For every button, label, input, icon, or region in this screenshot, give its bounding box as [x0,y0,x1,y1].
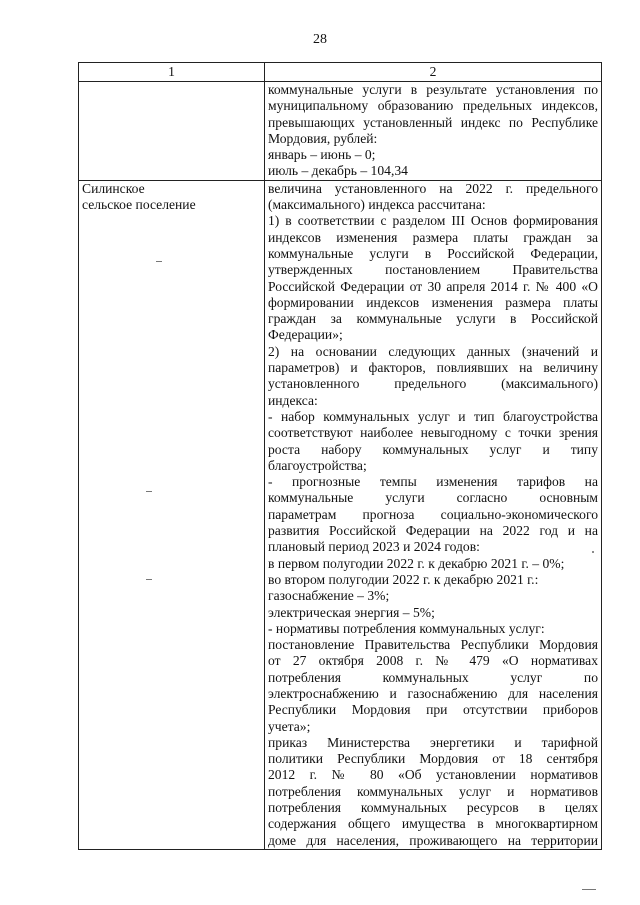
text-line: учета»; [268,718,311,734]
text-line: 2012 г. № 80 «Об установлении нормативов [268,767,598,783]
table-row [79,180,602,849]
text-line: величина установленного на 2022 г. предельного [268,180,598,196]
text-line: параметров) и факторов, повлиявших на величину [268,360,598,376]
text-line: благоустройства; [268,457,367,473]
text-line: коммунальные услуги в Российской Федерации, [268,245,598,261]
municipality-name-line: сельское поселение [82,197,196,213]
text-line: - прогнозные темпы изменения тарифов на [268,474,598,490]
text-line: Российской Федерации от 30 апреля 2014 г. № 400 «О [268,278,598,294]
text-line: муниципальному образованию предельных индексов, [268,98,598,114]
scan-mark [146,579,152,580]
scan-dot [592,551,594,553]
municipality-cell [79,82,265,181]
text-line: коммунальные услуги в результате установления по [268,82,598,97]
scan-mark [582,889,596,890]
text-line: формировании индексов изменения размера платы [268,294,598,310]
document-table [78,62,602,850]
text-line: июль – декабрь – 104,34 [268,163,408,179]
text-line: постановление Правительства Республики Мордовия [268,637,598,653]
text-line: соответствуют наиболее невыгодному с точки зрения [268,425,598,441]
text-line: - нормативы потребления коммунальных услуг: [268,620,545,636]
text-line: утвержденных постановлением Правительства [268,262,598,278]
municipality-cell [79,180,265,849]
text-line: политики Республики Мордовия от 18 сентября [268,751,598,767]
text-line: 1) в соответствии с разделом III Основ формирования [268,213,598,229]
text-line: в первом полугодии 2022 г. к декабрю 2021 г. – 0%; [268,555,565,571]
text-line: превышающих установленный индекс по Республике [268,114,598,130]
text-line: потребления коммунальных услуг и нормативов [268,783,598,799]
text-line: электроснабжению и газоснабжению для населения [268,685,598,701]
municipality-name-line: Силинское [82,180,145,196]
text-line: коммунальные услуги согласно основным [268,490,598,506]
text-line: плановый период 2023 и 2024 годов: [268,539,480,555]
text-line: - набор коммунальных услуг и тип благоустройства [268,408,598,424]
text-line: доме для населения, проживающего на территории [268,832,598,848]
text-line: Федерации»; [268,327,343,343]
table-header-row [79,63,602,82]
text-line: индекса: [268,392,318,408]
text-line: от 27 октября 2008 г. № 479 «О нормативах [268,653,598,669]
text-line: во втором полугодии 2022 г. к декабрю 2021 г.: [268,571,539,587]
scan-mark [146,491,152,492]
text-line: граждан за коммунальные услуги в Российской [268,311,598,327]
text-line: приказ Министерства энергетики и тарифной [268,734,598,750]
text-line: (максимального) индекса рассчитана: [268,197,486,213]
text-line: индексов изменения размера платы граждан за [268,229,598,245]
text-line: Республики Мордовия при отсутствии приборов [268,702,598,718]
scan-mark [156,261,162,262]
text-line: развития Российской Федерации на 2022 год и на [268,523,598,539]
text-line: потребления коммунальных услуг по [268,669,598,685]
text-line: потребления коммунальных ресурсов в целях [268,800,598,816]
description-cell [265,82,602,181]
page-number: 28 [313,32,327,47]
text-line: установленного предельного (максимального) [268,376,598,392]
text-line: электрическая энергия – 5%; [268,604,435,620]
column-header-1: 1 [79,63,265,82]
description-cell [265,180,602,849]
column-header-2: 2 [265,63,602,82]
table-row [79,82,602,181]
text-line: газоснабжение – 3%; [268,588,390,604]
text-line: параметрам прогноза социально-экономического [268,506,598,522]
text-line: 2) на основании следующих данных (значений и [268,343,598,359]
text-line: Мордовия, рублей: [268,130,378,146]
text-line: содержания общего имущества в многоквартирном [268,816,598,832]
text-line: роста набору коммунальных услуг и типу [268,441,598,457]
text-line: январь – июнь – 0; [268,147,376,163]
